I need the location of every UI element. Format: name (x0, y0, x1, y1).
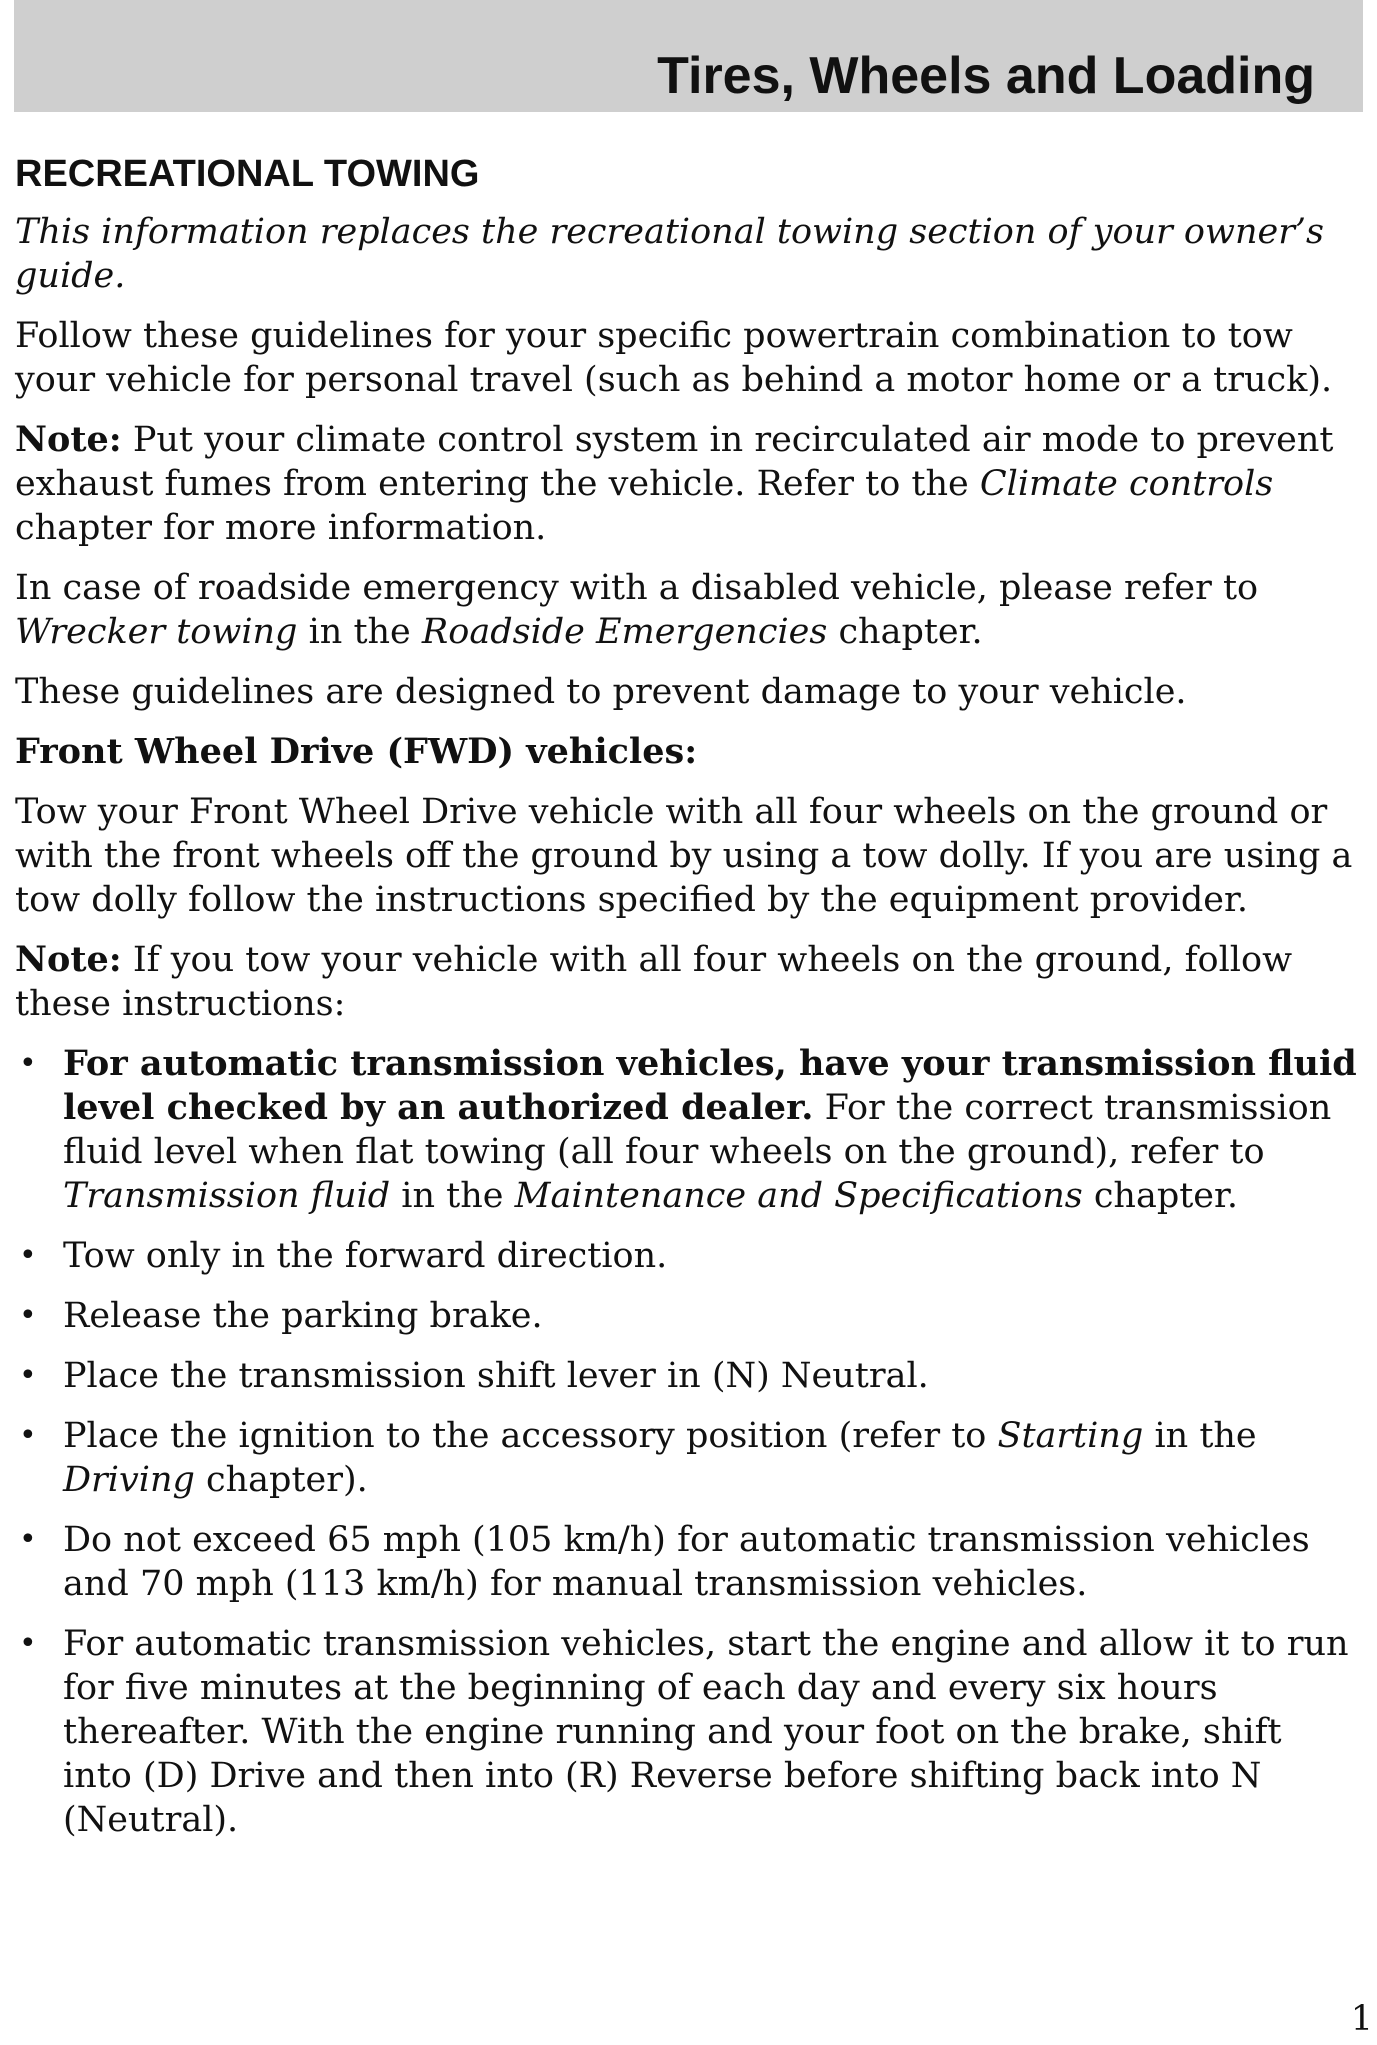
intro-note: This information replaces the recreational towing section of your owner’s guide. (15, 212, 1325, 296)
note-label: Note: (15, 939, 122, 980)
list-item-text: in the (390, 1176, 515, 1216)
guidelines-paragraph: Follow these guidelines for your specific powertrain combination to tow your vehicle for personal travel (such as behind a motor home or a truck). (15, 316, 1333, 400)
starting-reference: Starting (997, 1416, 1144, 1456)
list-item-text: For automatic transmission vehicles, start the engine and allow it to run for five minutes at the beginning of each day and every six hours thereafter. With the engine running and your foot on the brake, shift into (D) Drive and then into (R) Reverse before shifting back into N (Neutral). (63, 1624, 1349, 1840)
climate-note-paragraph (15, 418, 1360, 550)
chapter-header-bar (14, 0, 1363, 112)
chapter-title: Tires, Wheels and Loading (657, 47, 1315, 105)
list-item (15, 1354, 1360, 1398)
bullet-icon: • (19, 1418, 37, 1453)
note-text: chapter for more information. (15, 508, 547, 548)
flat-tow-note-paragraph (15, 938, 1360, 1026)
list-item-text: For the correct transmission fluid level when flat towing (all four wheels on the ground), refer to (63, 1088, 1332, 1172)
note-text: Put your climate control system in recirculated air mode to prevent exhaust fumes from entering the vehicle. Refer to the (15, 420, 1334, 504)
list-item (15, 1234, 1360, 1278)
list-item (15, 1518, 1360, 1606)
wrecker-towing-reference: Wrecker towing (15, 612, 298, 652)
maintenance-specifications-reference: Maintenance and Specifications (514, 1176, 1083, 1216)
roadside-emergencies-reference: Roadside Emergencies (421, 612, 828, 652)
bullet-icon: • (19, 1626, 37, 1661)
list-item-text: Release the parking brake. (63, 1296, 543, 1336)
list-item (15, 1622, 1360, 1842)
emergency-text: chapter. (827, 612, 983, 652)
emergency-text: in the (297, 612, 422, 652)
list-item-text: in the (1143, 1416, 1257, 1456)
list-item (15, 1042, 1360, 1218)
list-item-text: Do not exceed 65 mph (105 km/h) for automatic transmission vehicles and 70 mph (113 km/h) for manual transmission vehicles. (63, 1520, 1310, 1604)
page-number: 1 (1350, 1999, 1373, 2039)
note-label: Note: (15, 419, 122, 460)
list-item-text: Place the ignition to the accessory position (refer to (63, 1416, 998, 1456)
bullet-icon: • (19, 1522, 37, 1557)
fwd-subheading: Front Wheel Drive (FWD) vehicles: (15, 731, 698, 772)
list-item-text: chapter). (194, 1460, 368, 1500)
list-item-text: Tow only in the forward direction. (63, 1236, 668, 1276)
driving-reference: Driving (63, 1460, 195, 1500)
list-item (15, 1414, 1360, 1502)
fwd-paragraph: Tow your Front Wheel Drive vehicle with all four wheels on the ground or with the front wheels off the ground by using a tow dolly. If you are using a tow dolly follow the instructions specified by the equipment provider. (15, 792, 1353, 920)
section-heading: RECREATIONAL TOWING (15, 153, 480, 195)
list-item-text: chapter. (1082, 1176, 1239, 1216)
bullet-icon: • (19, 1046, 37, 1081)
fluid-check-warning: For automatic transmission vehicles, have your transmission fluid level checked by an authorized dealer. (63, 1043, 1357, 1128)
transmission-fluid-reference: Transmission fluid (63, 1176, 391, 1216)
bullet-icon: • (19, 1298, 37, 1333)
climate-controls-reference: Climate controls (979, 464, 1274, 504)
list-item (15, 1294, 1360, 1338)
purpose-paragraph: These guidelines are designed to prevent damage to your vehicle. (15, 672, 1187, 712)
list-item-text: Place the transmission shift lever in (N) Neutral. (63, 1356, 929, 1396)
emergency-paragraph (15, 566, 1360, 654)
bullet-icon: • (19, 1238, 37, 1273)
emergency-text: In case of roadside emergency with a disabled vehicle, please refer to (15, 568, 1259, 608)
bullet-icon: • (19, 1358, 37, 1393)
note-text: If you tow your vehicle with all four wheels on the ground, follow these instructions: (15, 940, 1293, 1024)
towing-instructions-list (15, 1042, 1360, 1842)
page-content (15, 152, 1360, 1858)
